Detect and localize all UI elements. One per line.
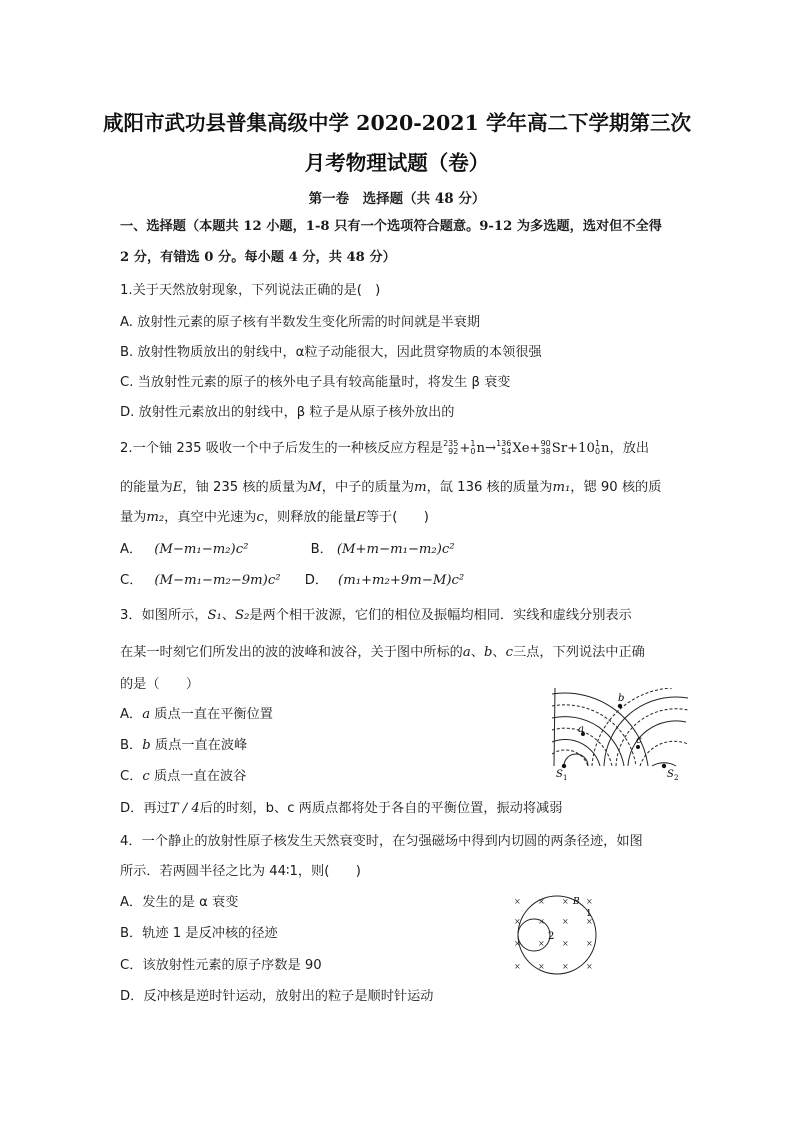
point-b-dot	[618, 704, 622, 708]
q2-text: ，氙 136 核的质量为	[426, 480, 553, 495]
q4-option-c: C．该放射性元素的原子序数是 90	[120, 958, 322, 973]
label-B: B	[573, 897, 580, 907]
q3-text: 、	[221, 608, 236, 623]
q3-stem-line3: 的是（ ）	[120, 677, 200, 692]
q2-stem-line1	[120, 440, 649, 458]
neutron2-nuclide	[595, 440, 600, 456]
q2-option-c-label: C．	[120, 573, 143, 588]
figure-frame-edge	[554, 688, 555, 766]
q2-option-a: (M−m₁−m₂)c²	[154, 542, 249, 557]
q2-stem-line3	[120, 509, 429, 527]
q2-text: ，真空中光速为	[164, 510, 257, 525]
track-2-circle	[518, 919, 550, 951]
instructions-line1: 一、选择题（本题共 12 小题，1-8 只有一个选项符合题意。9-12 为多选题，选对但不全得	[120, 219, 662, 234]
q2-option-a-label: A．	[120, 542, 143, 557]
q3-option-text: 后的时刻，b、c 两质点都将处于各自的平衡位置，振动将减弱	[199, 801, 563, 816]
q2-options-ab	[120, 541, 455, 559]
q2-option-b-label: B．	[310, 542, 333, 557]
source-s1-dot	[562, 764, 566, 768]
q4-stem-line2: 所示．若两圆半径之比为 44∶1，则( )	[120, 864, 361, 879]
var-s1: S₁	[207, 608, 222, 623]
field-cross: ×	[586, 939, 593, 948]
var-s2: S₂	[235, 608, 250, 623]
q1-option-d: D. 放射性元素放出的射线中，β 粒子是从原子核外放出的	[120, 405, 455, 420]
eq-plus: +	[459, 441, 471, 456]
q3-option-c	[120, 768, 246, 786]
label-s2: S	[667, 769, 674, 780]
var-c: c	[256, 510, 264, 525]
q2-text: ，铀 235 核的质量为	[182, 480, 309, 495]
n1-mass-number: 1	[470, 439, 476, 448]
field-cross: ×	[562, 939, 569, 948]
q2-text: 的能量为	[120, 480, 173, 495]
q3-text: 、	[492, 645, 506, 660]
label-a: a	[578, 724, 584, 735]
q3-option-text: 质点一直在波峰	[150, 738, 248, 753]
s1-wavefront-6	[552, 705, 636, 766]
wave-interference-figure	[552, 688, 692, 784]
q2-option-d: (m₁+m₂+9m−M)c²	[338, 573, 465, 588]
q3-option-label: D．再过	[120, 801, 170, 816]
q1-option-b: B. 放射性物质放出的射线中，α粒子动能很大，因此贯穿物质的本领很强	[120, 345, 542, 360]
q3-option-d	[120, 800, 562, 818]
neutron-nuclide	[470, 440, 475, 456]
label-track-2: 2	[548, 931, 555, 942]
instructions-line2: 2 分，有错选 0 分。每小题 4 分，共 48 分）	[120, 250, 396, 265]
q3-option-a	[120, 706, 273, 724]
var-b: b	[142, 738, 151, 753]
s2-wavefront-4	[616, 709, 688, 766]
eq-neutron-symbol: n	[601, 441, 610, 456]
eq-xe-symbol: Xe+	[512, 441, 541, 456]
q3-text: 是两个相干波源，它们的相位及振幅均相同．实线和虚线分别表示	[249, 608, 632, 623]
q2-text: 等于( )	[365, 510, 429, 525]
q3-option-label: B．	[120, 738, 143, 753]
label-track-1: 1	[586, 909, 592, 919]
field-cross: ×	[514, 897, 521, 906]
q1-option-a: A. 放射性元素的原子核有半数发生变化所需的时间就是半衰期	[120, 315, 481, 330]
q3-text: 三点，下列说法中正确	[512, 645, 645, 660]
var-a: a	[462, 645, 471, 660]
q4-option-a: A．发生的是 α 衰变	[120, 895, 239, 910]
xe136-nuclide	[496, 440, 511, 456]
label-s1-subscript: 1	[563, 774, 568, 782]
var-M: M	[308, 480, 322, 495]
n2-charge-number: 0	[594, 447, 601, 456]
source-s2-dot	[662, 764, 666, 768]
q3-text: 在某一时刻它们所发出的波的波峰和波谷，关于图中所标的	[120, 645, 463, 660]
q3-option-label: C．	[120, 769, 143, 784]
q3-option-text: 质点一直在平衡位置	[150, 707, 273, 722]
field-cross: ×	[538, 939, 545, 948]
field-cross: ×	[538, 897, 545, 906]
eq-neutron-arrow: n→	[476, 441, 497, 456]
q2-text: ，中子的质量为	[321, 480, 415, 495]
q4-option-d: D．反冲核是逆时针运动，放射出的粒子是顺时针运动	[120, 989, 434, 1004]
var-E: E	[172, 480, 183, 495]
q2-option-b: (M+m−m₁−m₂)c²	[336, 542, 455, 557]
s1-wavefront-7	[552, 693, 648, 766]
q1-stem: 1.关于天然放射现象，下列说法正确的是( )	[120, 283, 381, 298]
q4-option-b: B．轨迹 1 是反冲核的径迹	[120, 926, 278, 941]
q3-stem-line2	[120, 644, 645, 662]
q2-stem-line2	[120, 479, 661, 497]
q2-option-d-label: D．	[304, 573, 329, 588]
q3-option-label: A．	[120, 707, 143, 722]
var-m1: m₁	[552, 480, 571, 495]
q3-text: 、	[470, 645, 484, 660]
xe-mass-number: 136	[496, 439, 512, 448]
exam-title-line2: 月考物理试题（卷）	[304, 151, 490, 175]
u-mass-number: 235	[443, 439, 459, 448]
section-heading: 第一卷 选择题（共 48 分）	[308, 191, 486, 207]
q3-option-b	[120, 737, 247, 755]
u-atomic-number: 92	[448, 447, 459, 456]
n1-charge-number: 0	[470, 447, 476, 456]
var-c: c	[505, 645, 513, 660]
label-s1: S	[556, 769, 563, 780]
xe-atomic-number: 54	[501, 447, 512, 456]
sr90-nuclide	[541, 440, 551, 456]
var-m: m	[414, 480, 427, 495]
magnetic-field-tracks-figure	[506, 894, 606, 980]
q2-option-c: (M−m₁−m₂−9m)c²	[154, 573, 281, 588]
eq-tail: ，放出	[609, 441, 650, 456]
exam-title-line1: 咸阳市武功县普集高级中学 2020-2021 学年高二下学期第三次	[103, 111, 691, 135]
field-cross: ×	[538, 917, 545, 926]
field-cross: ×	[562, 962, 569, 971]
u235-nuclide	[443, 440, 458, 456]
sr-mass-number: 90	[540, 439, 551, 448]
field-cross: ×	[586, 917, 593, 926]
q1-option-c: C. 当放射性元素的原子的核外电子具有较高能量时，将发生 β 衰变	[120, 375, 511, 390]
q2-stem-text: 2.一个铀 235 吸收一个中子后发生的一种核反应方程是	[120, 441, 444, 456]
q2-text: ，锶 90 核的质	[570, 480, 662, 495]
field-cross: ×	[514, 917, 521, 926]
var-E: E	[356, 510, 366, 525]
field-cross: ×	[514, 962, 521, 971]
var-c: c	[142, 769, 150, 784]
field-cross: ×	[562, 897, 569, 906]
q2-text: 量为	[120, 510, 147, 525]
var-m2: m₂	[146, 510, 165, 525]
var-a: a	[142, 707, 151, 722]
label-b: b	[618, 693, 625, 704]
s1-wavefront-2	[552, 750, 588, 766]
field-cross: ×	[538, 962, 545, 971]
q2-options-cd	[120, 572, 464, 590]
n2-mass-number: 1	[594, 439, 601, 448]
sr-atomic-number: 38	[540, 447, 551, 456]
label-c: c	[636, 735, 642, 746]
var-T: T / 4	[169, 801, 200, 816]
q3-text: 3．如图所示，	[120, 608, 208, 623]
field-cross: ×	[586, 962, 593, 971]
field-cross: ×	[562, 917, 569, 926]
field-cross: ×	[514, 939, 521, 948]
track-1-circle	[518, 896, 596, 974]
q4-stem-line1: 4．一个静止的放射性原子核发生天然衰变时，在匀强磁场中得到内切圆的两条径迹，如图	[120, 834, 643, 849]
label-s2-subscript: 2	[674, 774, 679, 782]
q3-option-text: 质点一直在波谷	[149, 769, 247, 784]
field-cross: ×	[586, 897, 593, 906]
eq-sr-symbol: Sr+10	[551, 441, 595, 456]
q3-stem-line1	[120, 607, 632, 625]
var-b: b	[483, 645, 493, 660]
q2-text: ，则释放的能量	[263, 510, 357, 525]
